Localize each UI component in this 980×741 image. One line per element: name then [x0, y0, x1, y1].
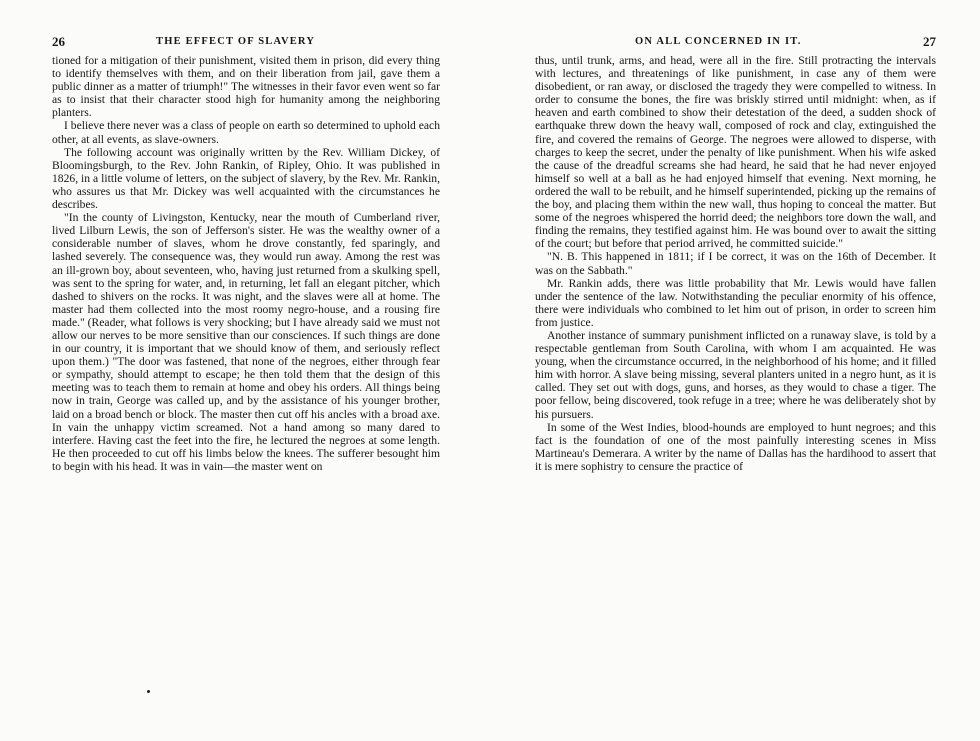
left-page [52, 34, 440, 674]
page-number: 27 [923, 34, 936, 49]
running-head: THE EFFECT OF SLAVERY [156, 36, 316, 47]
paragraph: tioned for a mitigation of their punishment, visited them in prison, did every thing to identify themselves with them, and on their liberation from jail, gave them a public dinner as a matter of triumph!" The witnesses in their favor even went so far as to insist that their character stood high for humanity among the neighboring planters. [52, 54, 440, 120]
ink-speck [147, 690, 150, 693]
paragraph: thus, until trunk, arms, and head, were all in the fire. Still protracting the intervals with lectures, and threatenings of like punishment, in case any of them were disobedient, or ran away, or disclosed the tragedy they were compelled to witness. In order to consume the bones, the fire was briskly stirred until midnight: when, as if heaven and earth combined to show their detestation of the deed, a sudden shock of earthquake threw down the heavy wall, composed of rock and clay, extinguished the fire, and covered the remains of George. The negroes were allowed to disperse, with charges to keep the secret, under the penalty of like punishment. When his wife asked the cause of the dreadful screams she had heard, he said that he had never enjoyed himself so well at a ball as he had enjoyed himself that evening. Next morning, he ordered the wall to be rebuilt, and he himself superintended, picking up the remains of the boy, and placing them within the new wall, thus hoping to conceal the matter. But some of the negroes whispered the horrid deed; the neighbors tore down the wall, and finding the remains, they testified against him. He was bound over to await the sitting of the court; but before that period arrived, he committed suicide." [535, 54, 936, 251]
paragraph: The following account was originally written by the Rev. William Dickey, of Bloomingsburgh, to the Rev. John Rankin, of Ripley, Ohio. It was published in 1826, in a little volume of letters, on the subject of slavery, by the Rev. Mr. Rankin, who assures us that Mr. Dickey was well acquainted with the circumstances he describes. [52, 145, 440, 212]
left-page-header [52, 34, 440, 52]
right-page [535, 34, 936, 674]
left-page-text [52, 54, 440, 473]
right-page-header [535, 34, 936, 52]
page-number: 26 [52, 34, 65, 49]
paragraph: "N. B. This happened in 1811; if I be correct, it was on the 16th of December. It was on the Sabbath." [535, 250, 936, 277]
paragraph: "In the county of Livingston, Kentucky, near the mouth of Cumberland river, lived Lilburn Lewis, the son of Jefferson's sister. He was the wealthy owner of a considerable number of slaves, whom he drove constantly, fed sparingly, and lashed severely. The consequence was, they would run away. Among the rest was an ill-grown boy, about seventeen, who, having just returned from a skulking spell, was sent to the spring for water, and, in returning, let fall an elegant pitcher, which dashed to shivers on the rocks. It was night, and the slaves were all at home. The master had them collected into the most roomy negro-house, and a rousing fire made." (Reader, what follows is very shocking; but I have already said we must not allow our nerves to be more sensitive than our consciences. If such things are done in our country, it is important that we should know of them, and seriously reflect upon them.) "The door was fastened, that none of the negroes, either through fear or sympathy, should attempt to escape; he then told them that the design of this meeting was to teach them to remain at home and obey his orders. All things being now in train, George was called up, and by the assistance of his younger brother, laid on a broad bench or block. The master then cut off his ancles with a broad axe. In vain the unhappy victim screamed. Not a hand among so many dared to interfere. Having cast the feet into the fire, he lectured the negroes at some length. He then proceeded to cut off his limbs below the knees. The sufferer besought him to begin with his head. It was in vain—the master went on [52, 211, 440, 473]
paragraph: I believe there never was a class of people on earth so determined to uphold each other, at all events, as slave-owners. [52, 119, 440, 146]
paragraph: Another instance of summary punishment inflicted on a runaway slave, is told by a respectable gentleman from South Carolina, with whom I am acquainted. He was young, when the circumstance occurred, in the neighborhood of his home; and it filled him with horror. A slave being missing, several planters united in a negro hunt, as it is called. They set out with dogs, guns, and horses, as they would to chase a tiger. The poor fellow, being discovered, took refuge in a tree; where he was deliberately shot by his pursuers. [535, 328, 936, 421]
paragraph: In some of the West Indies, blood-hounds are employed to hunt negroes; and this fact is the foundation of one of the most painfully interesting scenes in Miss Martineau's Demerara. A writer by the name of Dallas has the hardihood to assert that it is mere sophistry to censure the practice of [535, 420, 936, 473]
paragraph: Mr. Rankin adds, there was little probability that Mr. Lewis would have fallen under the sentence of the law. Notwithstanding the peculiar enormity of his offence, there were individuals who combined to let him out of prison, in order to screen him from justice. [535, 276, 936, 329]
running-head: ON ALL CONCERNED IN IT. [635, 36, 802, 47]
right-page-text [535, 54, 936, 473]
